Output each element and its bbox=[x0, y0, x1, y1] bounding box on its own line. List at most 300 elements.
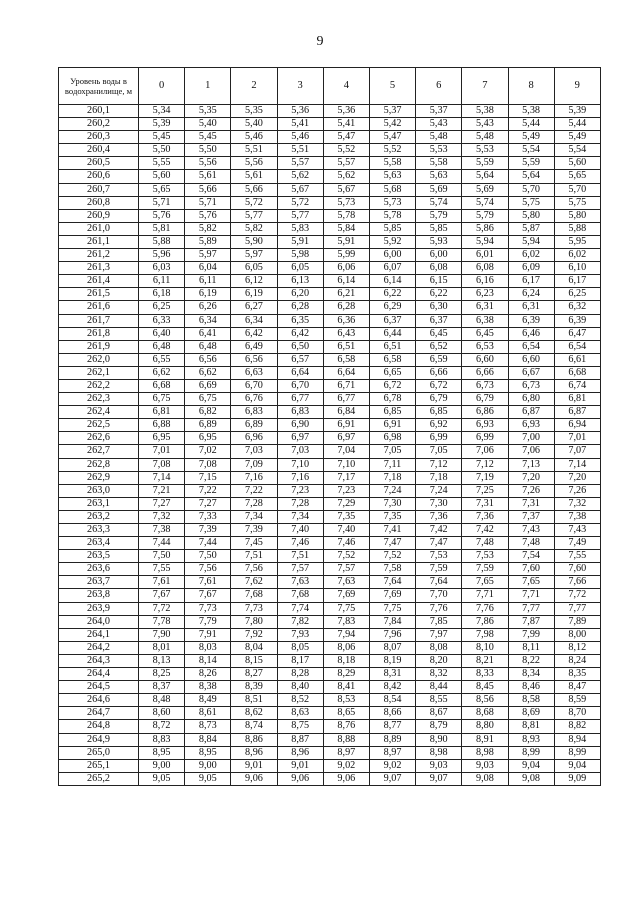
table-cell: 5,52 bbox=[323, 144, 369, 157]
table-cell: 6,48 bbox=[185, 340, 231, 353]
table-cell: 7,89 bbox=[554, 615, 600, 628]
table-cell: 6,49 bbox=[231, 340, 277, 353]
table-cell: 9,02 bbox=[369, 759, 415, 772]
table-row bbox=[59, 275, 601, 288]
table-cell: 7,96 bbox=[369, 628, 415, 641]
table-cell: 7,59 bbox=[462, 563, 508, 576]
row-level-cell: 260,3 bbox=[59, 131, 139, 144]
table-row bbox=[59, 576, 601, 589]
table-cell: 5,64 bbox=[508, 170, 554, 183]
table-cell: 5,43 bbox=[462, 118, 508, 131]
header-column: 5 bbox=[369, 68, 415, 105]
table-cell: 7,28 bbox=[277, 497, 323, 510]
table-cell: 7,06 bbox=[462, 445, 508, 458]
table-cell: 7,24 bbox=[369, 484, 415, 497]
row-level-cell: 264,5 bbox=[59, 681, 139, 694]
table-cell: 5,62 bbox=[277, 170, 323, 183]
table-cell: 5,56 bbox=[231, 157, 277, 170]
table-cell: 7,36 bbox=[416, 510, 462, 523]
table-cell: 5,80 bbox=[554, 209, 600, 222]
row-level-cell: 263,7 bbox=[59, 576, 139, 589]
table-cell: 7,94 bbox=[323, 628, 369, 641]
table-cell: 7,10 bbox=[323, 458, 369, 471]
table-cell: 8,22 bbox=[508, 654, 554, 667]
table-cell: 7,34 bbox=[231, 510, 277, 523]
table-cell: 6,75 bbox=[139, 393, 185, 406]
table-cell: 5,50 bbox=[185, 144, 231, 157]
table-cell: 7,10 bbox=[277, 458, 323, 471]
table-cell: 9,01 bbox=[277, 759, 323, 772]
table-cell: 7,19 bbox=[462, 471, 508, 484]
table-cell: 7,65 bbox=[508, 576, 554, 589]
table-cell: 7,02 bbox=[185, 445, 231, 458]
table-cell: 8,60 bbox=[139, 707, 185, 720]
table-cell: 6,73 bbox=[508, 379, 554, 392]
table-cell: 6,30 bbox=[416, 301, 462, 314]
table-cell: 6,71 bbox=[323, 379, 369, 392]
header-column: 7 bbox=[462, 68, 508, 105]
table-cell: 7,67 bbox=[185, 589, 231, 602]
table-row bbox=[59, 353, 601, 366]
table-cell: 5,81 bbox=[139, 222, 185, 235]
table-cell: 7,62 bbox=[231, 576, 277, 589]
table-cell: 8,69 bbox=[508, 707, 554, 720]
row-level-cell: 263,6 bbox=[59, 563, 139, 576]
table-cell: 7,61 bbox=[185, 576, 231, 589]
table-cell: 6,55 bbox=[139, 353, 185, 366]
table-cell: 7,46 bbox=[323, 537, 369, 550]
table-cell: 6,94 bbox=[554, 419, 600, 432]
table-cell: 8,79 bbox=[416, 720, 462, 733]
row-level-cell: 262,5 bbox=[59, 419, 139, 432]
table-cell: 7,67 bbox=[139, 589, 185, 602]
table-cell: 8,15 bbox=[231, 654, 277, 667]
table-cell: 6,53 bbox=[462, 340, 508, 353]
table-row bbox=[59, 484, 601, 497]
table-cell: 5,84 bbox=[323, 222, 369, 235]
table-row bbox=[59, 746, 601, 759]
table-body bbox=[59, 105, 601, 786]
table-cell: 8,84 bbox=[185, 733, 231, 746]
table-cell: 8,74 bbox=[231, 720, 277, 733]
table-row bbox=[59, 707, 601, 720]
table-cell: 5,68 bbox=[369, 183, 415, 196]
table-row bbox=[59, 458, 601, 471]
row-level-cell: 260,8 bbox=[59, 196, 139, 209]
row-level-cell: 263,4 bbox=[59, 537, 139, 550]
table-cell: 9,06 bbox=[231, 772, 277, 785]
table-cell: 5,73 bbox=[323, 196, 369, 209]
table-cell: 7,34 bbox=[277, 510, 323, 523]
table-cell: 8,70 bbox=[554, 707, 600, 720]
table-cell: 5,97 bbox=[185, 249, 231, 262]
table-cell: 6,85 bbox=[369, 406, 415, 419]
table-cell: 6,66 bbox=[462, 366, 508, 379]
table-cell: 6,20 bbox=[277, 288, 323, 301]
table-cell: 8,48 bbox=[139, 694, 185, 707]
table-cell: 6,72 bbox=[416, 379, 462, 392]
table-cell: 6,79 bbox=[462, 393, 508, 406]
table-cell: 5,72 bbox=[231, 196, 277, 209]
table-cell: 6,56 bbox=[231, 353, 277, 366]
table-row bbox=[59, 471, 601, 484]
table-cell: 8,53 bbox=[323, 694, 369, 707]
table-cell: 5,67 bbox=[323, 183, 369, 196]
table-cell: 7,42 bbox=[462, 524, 508, 537]
table-cell: 6,70 bbox=[231, 379, 277, 392]
header-column: 4 bbox=[323, 68, 369, 105]
table-row bbox=[59, 170, 601, 183]
table-row bbox=[59, 589, 601, 602]
table-cell: 7,75 bbox=[323, 602, 369, 615]
table-cell: 7,27 bbox=[185, 497, 231, 510]
table-cell: 6,46 bbox=[508, 327, 554, 340]
table-cell: 5,36 bbox=[277, 105, 323, 118]
table-cell: 6,97 bbox=[277, 432, 323, 445]
table-cell: 6,05 bbox=[231, 262, 277, 275]
level-table-container bbox=[58, 67, 601, 786]
table-cell: 9,07 bbox=[416, 772, 462, 785]
table-cell: 7,48 bbox=[508, 537, 554, 550]
table-cell: 5,94 bbox=[462, 235, 508, 248]
table-cell: 7,41 bbox=[369, 524, 415, 537]
table-cell: 5,91 bbox=[323, 235, 369, 248]
table-cell: 7,80 bbox=[231, 615, 277, 628]
table-cell: 7,37 bbox=[508, 510, 554, 523]
table-cell: 5,83 bbox=[277, 222, 323, 235]
table-cell: 5,55 bbox=[139, 157, 185, 170]
table-cell: 9,04 bbox=[554, 759, 600, 772]
row-level-cell: 260,7 bbox=[59, 183, 139, 196]
table-cell: 6,87 bbox=[508, 406, 554, 419]
table-cell: 5,65 bbox=[139, 183, 185, 196]
table-row bbox=[59, 183, 601, 196]
table-cell: 8,39 bbox=[231, 681, 277, 694]
table-cell: 8,18 bbox=[323, 654, 369, 667]
table-cell: 5,57 bbox=[323, 157, 369, 170]
table-cell: 5,85 bbox=[369, 222, 415, 235]
table-cell: 7,63 bbox=[323, 576, 369, 589]
table-cell: 7,74 bbox=[277, 602, 323, 615]
table-cell: 6,68 bbox=[554, 366, 600, 379]
table-cell: 6,03 bbox=[139, 262, 185, 275]
table-cell: 6,16 bbox=[462, 275, 508, 288]
table-cell: 6,40 bbox=[139, 327, 185, 340]
table-cell: 5,41 bbox=[323, 118, 369, 131]
table-cell: 7,75 bbox=[369, 602, 415, 615]
table-cell: 5,48 bbox=[416, 131, 462, 144]
table-cell: 5,69 bbox=[462, 183, 508, 196]
row-level-cell: 264,1 bbox=[59, 628, 139, 641]
table-row bbox=[59, 249, 601, 262]
table-cell: 8,35 bbox=[554, 668, 600, 681]
table-cell: 6,41 bbox=[185, 327, 231, 340]
row-level-cell: 262,8 bbox=[59, 458, 139, 471]
table-cell: 7,47 bbox=[416, 537, 462, 550]
table-cell: 5,70 bbox=[554, 183, 600, 196]
table-cell: 7,99 bbox=[508, 628, 554, 641]
table-row bbox=[59, 524, 601, 537]
table-cell: 5,85 bbox=[416, 222, 462, 235]
table-cell: 5,98 bbox=[277, 249, 323, 262]
table-cell: 6,78 bbox=[369, 393, 415, 406]
table-cell: 6,01 bbox=[462, 249, 508, 262]
table-cell: 8,46 bbox=[508, 681, 554, 694]
table-cell: 8,80 bbox=[462, 720, 508, 733]
row-level-cell: 261,2 bbox=[59, 249, 139, 262]
table-cell: 8,66 bbox=[369, 707, 415, 720]
table-cell: 6,19 bbox=[185, 288, 231, 301]
table-cell: 5,78 bbox=[369, 209, 415, 222]
table-cell: 7,79 bbox=[185, 615, 231, 628]
table-cell: 5,49 bbox=[554, 131, 600, 144]
table-cell: 8,86 bbox=[231, 733, 277, 746]
table-cell: 6,37 bbox=[416, 314, 462, 327]
table-cell: 7,03 bbox=[277, 445, 323, 458]
table-cell: 6,85 bbox=[416, 406, 462, 419]
table-cell: 8,28 bbox=[277, 668, 323, 681]
table-cell: 6,89 bbox=[185, 419, 231, 432]
table-cell: 6,00 bbox=[416, 249, 462, 262]
table-cell: 6,90 bbox=[277, 419, 323, 432]
table-cell: 5,89 bbox=[185, 235, 231, 248]
table-cell: 7,24 bbox=[416, 484, 462, 497]
table-cell: 7,22 bbox=[231, 484, 277, 497]
table-cell: 5,71 bbox=[139, 196, 185, 209]
table-cell: 8,67 bbox=[416, 707, 462, 720]
table-cell: 6,92 bbox=[416, 419, 462, 432]
table-cell: 6,08 bbox=[462, 262, 508, 275]
table-row bbox=[59, 209, 601, 222]
table-cell: 8,14 bbox=[185, 654, 231, 667]
row-level-cell: 262,2 bbox=[59, 379, 139, 392]
table-cell: 7,53 bbox=[462, 550, 508, 563]
table-cell: 5,43 bbox=[416, 118, 462, 131]
table-cell: 7,91 bbox=[185, 628, 231, 641]
table-cell: 5,93 bbox=[416, 235, 462, 248]
table-cell: 6,05 bbox=[277, 262, 323, 275]
table-cell: 9,02 bbox=[323, 759, 369, 772]
table-cell: 7,09 bbox=[231, 458, 277, 471]
table-cell: 5,50 bbox=[139, 144, 185, 157]
table-cell: 7,39 bbox=[185, 524, 231, 537]
table-cell: 7,18 bbox=[416, 471, 462, 484]
table-cell: 6,93 bbox=[462, 419, 508, 432]
table-cell: 5,34 bbox=[139, 105, 185, 118]
table-cell: 6,10 bbox=[554, 262, 600, 275]
table-cell: 7,52 bbox=[323, 550, 369, 563]
table-cell: 5,49 bbox=[508, 131, 554, 144]
table-cell: 5,61 bbox=[231, 170, 277, 183]
row-level-cell: 264,6 bbox=[59, 694, 139, 707]
table-cell: 7,35 bbox=[323, 510, 369, 523]
table-cell: 8,77 bbox=[369, 720, 415, 733]
table-cell: 6,99 bbox=[416, 432, 462, 445]
table-cell: 8,13 bbox=[139, 654, 185, 667]
table-cell: 6,91 bbox=[369, 419, 415, 432]
table-cell: 9,00 bbox=[139, 759, 185, 772]
table-cell: 5,82 bbox=[185, 222, 231, 235]
header-column: 1 bbox=[185, 68, 231, 105]
table-cell: 9,03 bbox=[416, 759, 462, 772]
table-cell: 6,33 bbox=[139, 314, 185, 327]
table-cell: 6,32 bbox=[554, 301, 600, 314]
table-cell: 5,59 bbox=[508, 157, 554, 170]
table-cell: 7,57 bbox=[277, 563, 323, 576]
table-cell: 5,79 bbox=[462, 209, 508, 222]
table-header bbox=[59, 68, 601, 105]
row-level-cell: 263,2 bbox=[59, 510, 139, 523]
table-cell: 7,90 bbox=[139, 628, 185, 641]
table-cell: 9,07 bbox=[369, 772, 415, 785]
table-cell: 8,59 bbox=[554, 694, 600, 707]
table-cell: 6,80 bbox=[508, 393, 554, 406]
table-cell: 8,38 bbox=[185, 681, 231, 694]
table-cell: 6,83 bbox=[231, 406, 277, 419]
table-row bbox=[59, 379, 601, 392]
table-cell: 9,09 bbox=[554, 772, 600, 785]
table-row bbox=[59, 654, 601, 667]
page-number: 9 bbox=[316, 34, 324, 49]
table-cell: 5,35 bbox=[185, 105, 231, 118]
table-cell: 6,57 bbox=[277, 353, 323, 366]
table-cell: 5,41 bbox=[277, 118, 323, 131]
table-cell: 7,58 bbox=[369, 563, 415, 576]
table-cell: 7,03 bbox=[231, 445, 277, 458]
row-level-cell: 263,9 bbox=[59, 602, 139, 615]
table-cell: 6,50 bbox=[277, 340, 323, 353]
table-cell: 7,82 bbox=[277, 615, 323, 628]
table-row bbox=[59, 432, 601, 445]
table-row bbox=[59, 222, 601, 235]
table-cell: 5,46 bbox=[231, 131, 277, 144]
table-cell: 5,51 bbox=[231, 144, 277, 157]
table-cell: 5,42 bbox=[369, 118, 415, 131]
table-cell: 5,94 bbox=[508, 235, 554, 248]
row-level-cell: 264,7 bbox=[59, 707, 139, 720]
table-cell: 6,25 bbox=[554, 288, 600, 301]
table-cell: 5,35 bbox=[231, 105, 277, 118]
table-row bbox=[59, 445, 601, 458]
table-cell: 7,12 bbox=[416, 458, 462, 471]
table-cell: 6,11 bbox=[185, 275, 231, 288]
table-cell: 7,06 bbox=[508, 445, 554, 458]
table-cell: 5,86 bbox=[462, 222, 508, 235]
table-row bbox=[59, 314, 601, 327]
table-cell: 7,29 bbox=[323, 497, 369, 510]
table-cell: 7,98 bbox=[462, 628, 508, 641]
table-cell: 6,35 bbox=[277, 314, 323, 327]
table-cell: 6,60 bbox=[508, 353, 554, 366]
table-cell: 8,98 bbox=[462, 746, 508, 759]
table-cell: 7,63 bbox=[277, 576, 323, 589]
table-cell: 6,25 bbox=[139, 301, 185, 314]
table-row bbox=[59, 235, 601, 248]
table-cell: 7,69 bbox=[323, 589, 369, 602]
table-cell: 5,70 bbox=[508, 183, 554, 196]
table-cell: 6,96 bbox=[231, 432, 277, 445]
table-cell: 8,19 bbox=[369, 654, 415, 667]
table-row bbox=[59, 615, 601, 628]
row-level-cell: 265,0 bbox=[59, 746, 139, 759]
table-cell: 7,50 bbox=[139, 550, 185, 563]
table-row bbox=[59, 340, 601, 353]
table-cell: 7,07 bbox=[554, 445, 600, 458]
table-cell: 7,44 bbox=[139, 537, 185, 550]
table-cell: 5,54 bbox=[554, 144, 600, 157]
table-cell: 6,58 bbox=[369, 353, 415, 366]
table-cell: 8,81 bbox=[508, 720, 554, 733]
row-level-cell: 264,9 bbox=[59, 733, 139, 746]
table-row bbox=[59, 366, 601, 379]
table-cell: 6,67 bbox=[508, 366, 554, 379]
table-cell: 6,12 bbox=[231, 275, 277, 288]
table-row bbox=[59, 759, 601, 772]
table-cell: 6,22 bbox=[369, 288, 415, 301]
table-cell: 7,48 bbox=[462, 537, 508, 550]
table-cell: 7,97 bbox=[416, 628, 462, 641]
row-level-cell: 265,2 bbox=[59, 772, 139, 785]
table-cell: 8,10 bbox=[462, 641, 508, 654]
table-cell: 7,93 bbox=[277, 628, 323, 641]
table-cell: 6,34 bbox=[185, 314, 231, 327]
table-cell: 6,09 bbox=[508, 262, 554, 275]
row-level-cell: 262,3 bbox=[59, 393, 139, 406]
table-cell: 6,91 bbox=[323, 419, 369, 432]
table-cell: 7,05 bbox=[369, 445, 415, 458]
table-cell: 7,46 bbox=[277, 537, 323, 550]
table-cell: 7,84 bbox=[369, 615, 415, 628]
table-cell: 5,63 bbox=[369, 170, 415, 183]
table-cell: 6,39 bbox=[508, 314, 554, 327]
table-cell: 5,88 bbox=[139, 235, 185, 248]
header-level-label: Уровень воды в водохранилище, м bbox=[59, 68, 139, 105]
table-row bbox=[59, 406, 601, 419]
table-cell: 8,62 bbox=[231, 707, 277, 720]
table-cell: 5,73 bbox=[369, 196, 415, 209]
table-cell: 6,52 bbox=[416, 340, 462, 353]
table-cell: 9,06 bbox=[277, 772, 323, 785]
row-level-cell: 263,5 bbox=[59, 550, 139, 563]
table-cell: 6,81 bbox=[554, 393, 600, 406]
table-cell: 7,08 bbox=[185, 458, 231, 471]
table-cell: 5,60 bbox=[139, 170, 185, 183]
row-level-cell: 263,0 bbox=[59, 484, 139, 497]
table-cell: 5,46 bbox=[277, 131, 323, 144]
table-cell: 8,45 bbox=[462, 681, 508, 694]
table-cell: 8,93 bbox=[508, 733, 554, 746]
table-row bbox=[59, 563, 601, 576]
table-cell: 8,75 bbox=[277, 720, 323, 733]
table-cell: 7,01 bbox=[554, 432, 600, 445]
table-cell: 7,20 bbox=[508, 471, 554, 484]
table-cell: 7,26 bbox=[554, 484, 600, 497]
table-cell: 7,16 bbox=[231, 471, 277, 484]
table-cell: 7,60 bbox=[554, 563, 600, 576]
table-cell: 5,76 bbox=[139, 209, 185, 222]
table-cell: 8,73 bbox=[185, 720, 231, 733]
table-cell: 7,59 bbox=[416, 563, 462, 576]
table-cell: 7,56 bbox=[185, 563, 231, 576]
table-cell: 6,47 bbox=[554, 327, 600, 340]
table-cell: 7,15 bbox=[185, 471, 231, 484]
row-level-cell: 262,9 bbox=[59, 471, 139, 484]
table-row bbox=[59, 118, 601, 131]
table-row bbox=[59, 668, 601, 681]
table-row bbox=[59, 537, 601, 550]
table-row bbox=[59, 602, 601, 615]
table-cell: 6,31 bbox=[508, 301, 554, 314]
